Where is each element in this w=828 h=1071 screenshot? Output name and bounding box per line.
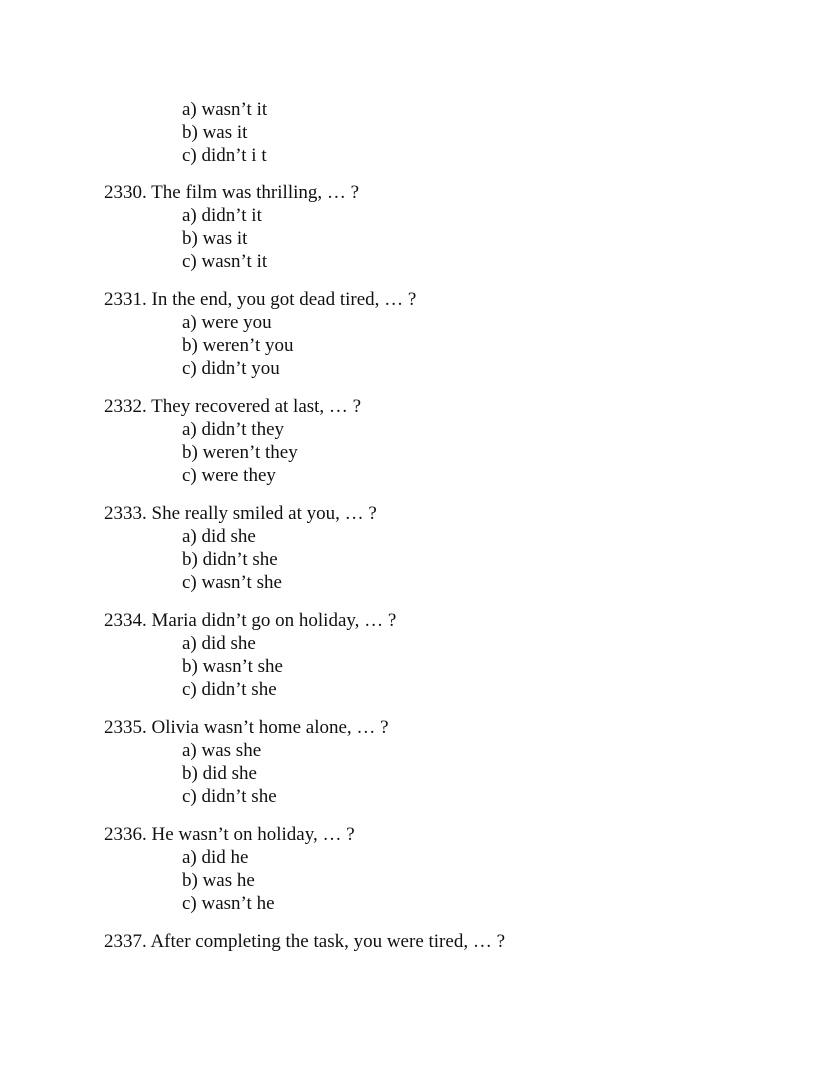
option-c: c) were they [182, 465, 276, 486]
option-b: b) did she [182, 763, 257, 784]
option-a: a) didn’t they [182, 419, 285, 440]
option-b: b) weren’t you [182, 335, 294, 356]
option-b: b) was it [182, 122, 248, 143]
option-a: a) was she [182, 740, 262, 761]
question-text: 2337. After completing the task, you were tired, … ? [104, 931, 506, 952]
option-c: c) didn’t you [182, 358, 280, 379]
question-text: 2333. She really smiled at you, … ? [104, 503, 377, 524]
option-a: a) did she [182, 526, 256, 547]
question-text: 2334. Maria didn’t go on holiday, … ? [104, 610, 397, 631]
question-text: 2336. He wasn’t on holiday, … ? [104, 824, 355, 845]
option-c: c) didn’t i t [182, 145, 267, 166]
option-c: c) didn’t she [182, 679, 277, 700]
question-text: 2330. The film was thrilling, … ? [104, 182, 360, 203]
option-b: b) weren’t they [182, 442, 298, 463]
option-a: a) didn’t it [182, 205, 262, 226]
option-b: b) didn’t she [182, 549, 278, 570]
option-a: a) did he [182, 847, 249, 868]
question-text: 2332. They recovered at last, … ? [104, 396, 362, 417]
option-c: c) wasn’t it [182, 251, 268, 272]
option-b: b) was it [182, 228, 248, 249]
option-c: c) wasn’t he [182, 893, 275, 914]
question-text: 2335. Olivia wasn’t home alone, … ? [104, 717, 389, 738]
option-b: b) was he [182, 870, 255, 891]
option-a: a) wasn’t it [182, 99, 268, 120]
option-c: c) didn’t she [182, 786, 277, 807]
option-c: c) wasn’t she [182, 572, 282, 593]
question-text: 2331. In the end, you got dead tired, … ? [104, 289, 417, 310]
option-b: b) wasn’t she [182, 656, 283, 677]
option-a: a) were you [182, 312, 272, 333]
option-a: a) did she [182, 633, 256, 654]
